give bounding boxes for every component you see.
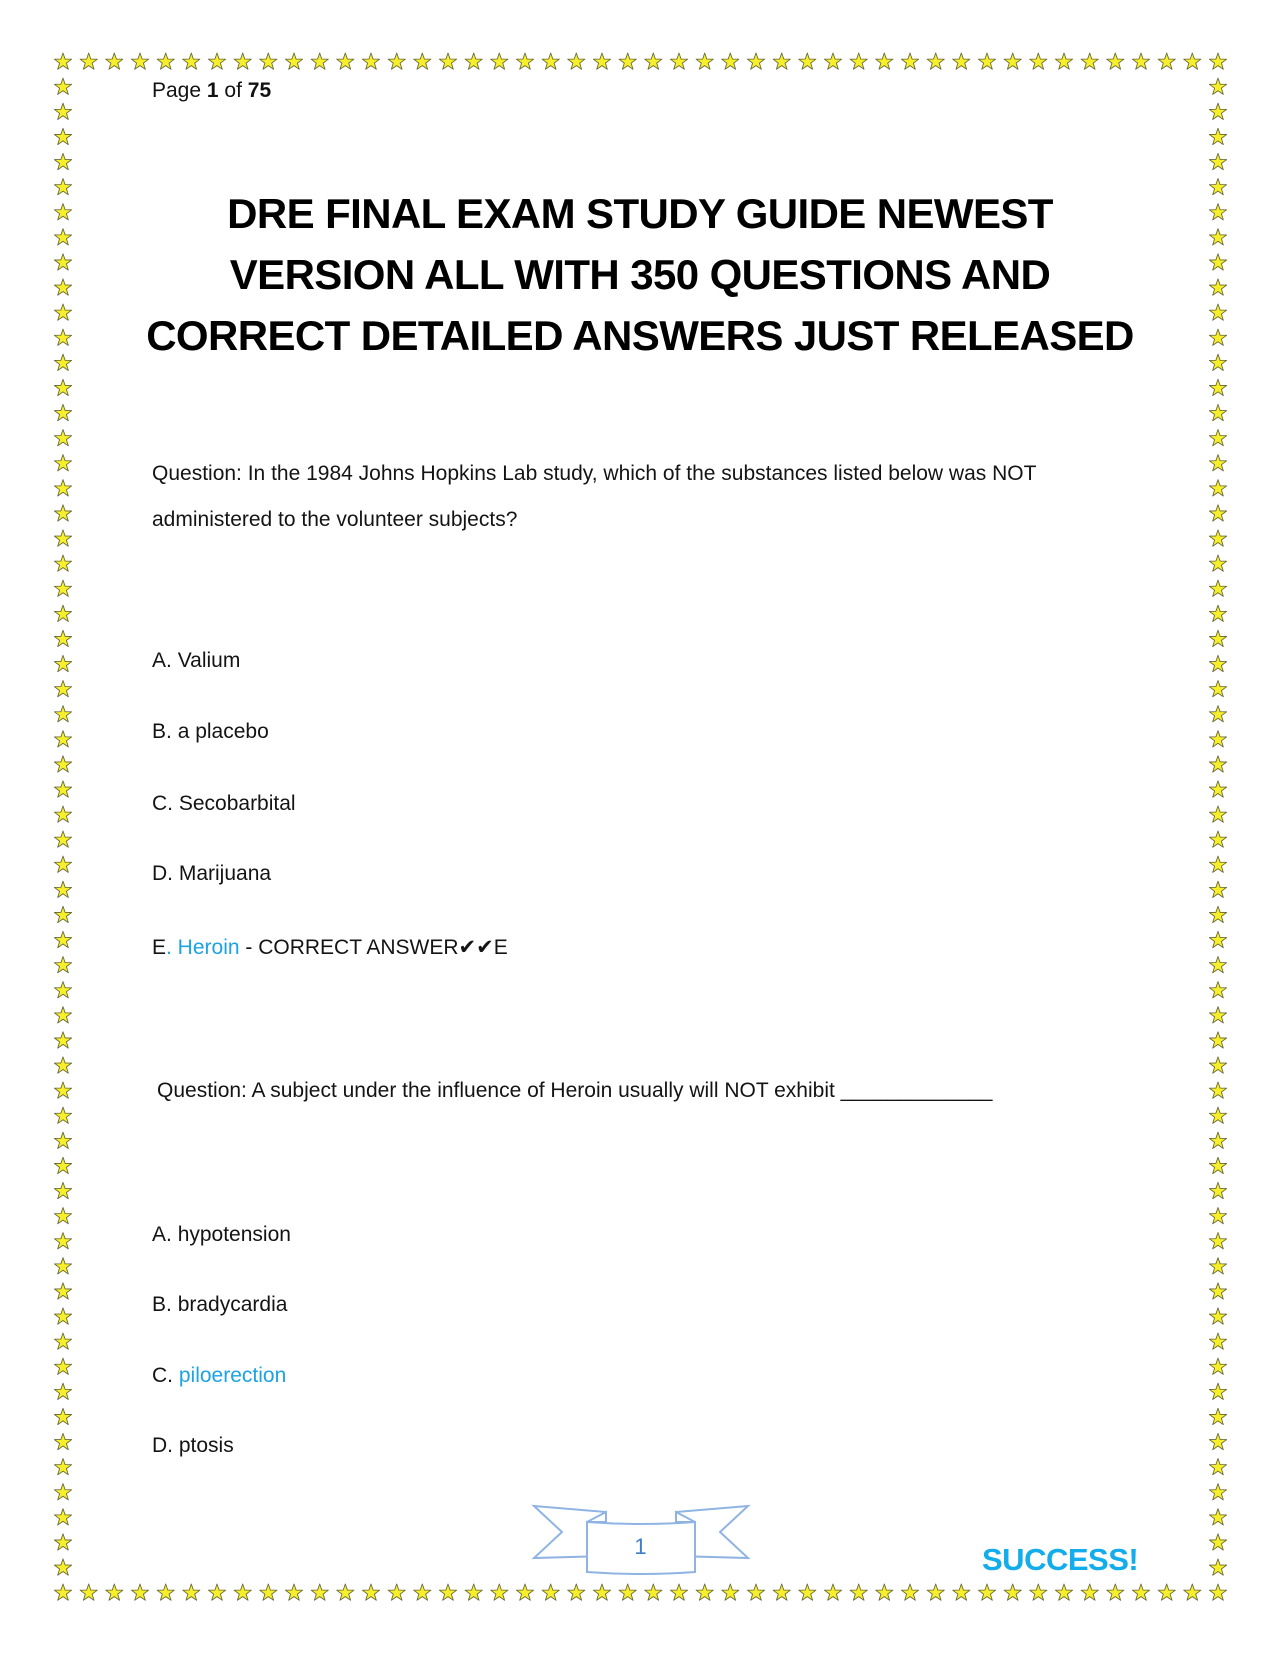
star-icon xyxy=(1209,681,1226,697)
star-icon xyxy=(106,53,123,69)
option-letter: B. xyxy=(152,1293,172,1316)
star-icon xyxy=(799,53,816,69)
star-icon xyxy=(1209,982,1226,998)
star-icon xyxy=(1184,1584,1201,1600)
star-icon xyxy=(54,1534,71,1550)
star-icon xyxy=(1132,53,1149,69)
star-icon xyxy=(54,605,71,621)
star-icon xyxy=(1209,1107,1226,1123)
question-1-option-a xyxy=(152,650,240,671)
star-icon xyxy=(1209,153,1226,169)
star-icon xyxy=(54,957,71,973)
star-icon xyxy=(1209,254,1226,270)
option-text: Valium xyxy=(177,649,241,672)
star-icon xyxy=(1107,53,1124,69)
star-icon xyxy=(54,1182,71,1198)
star-icon xyxy=(1209,505,1226,521)
star-icon xyxy=(645,1584,662,1600)
question-1-text-line-1: Question: In the 1984 Johns Hopkins Lab study, which of the substances listed below was NOT xyxy=(152,462,1037,485)
star-icon xyxy=(1184,53,1201,69)
question-1-option-b xyxy=(152,721,269,742)
star-icon xyxy=(568,1584,585,1600)
star-icon xyxy=(1055,1584,1072,1600)
star-icon xyxy=(414,53,431,69)
star-icon xyxy=(619,53,636,69)
option-text: ptosis xyxy=(178,1434,234,1457)
star-icon xyxy=(1209,781,1226,797)
star-icon xyxy=(1209,404,1226,420)
star-icon xyxy=(54,1459,71,1475)
star-icon xyxy=(388,53,405,69)
highlighted-answer: piloerection xyxy=(178,1364,287,1387)
star-icon xyxy=(54,1233,71,1249)
star-icon xyxy=(1158,53,1175,69)
star-icon xyxy=(54,806,71,822)
star-icon xyxy=(54,103,71,119)
document-title-line-3: CORRECT DETAILED ANSWERS JUST RELEASED xyxy=(146,312,1134,359)
star-icon xyxy=(54,856,71,872)
star-icon xyxy=(54,1157,71,1173)
star-icon xyxy=(54,1358,71,1374)
star-icon xyxy=(54,480,71,496)
star-icon xyxy=(1209,630,1226,646)
star-icon xyxy=(54,78,71,94)
option-text: Secobarbital xyxy=(178,792,296,815)
star-icon xyxy=(362,53,379,69)
star-icon xyxy=(1209,881,1226,897)
star-icon xyxy=(593,53,610,69)
star-icon xyxy=(516,53,533,69)
star-icon xyxy=(1004,53,1021,69)
star-icon xyxy=(927,53,944,69)
star-icon xyxy=(619,1584,636,1600)
star-icon xyxy=(1209,756,1226,772)
star-icon xyxy=(337,1584,354,1600)
star-icon xyxy=(465,53,482,69)
star-icon xyxy=(1209,1459,1226,1475)
star-icon xyxy=(54,304,71,320)
star-icon xyxy=(1209,1484,1226,1500)
star-icon xyxy=(1081,53,1098,69)
star-icon xyxy=(285,53,302,69)
star-icon xyxy=(54,1509,71,1525)
star-icon xyxy=(1209,455,1226,471)
star-icon xyxy=(1209,530,1226,546)
star-icon xyxy=(978,1584,995,1600)
star-icon xyxy=(1209,204,1226,220)
star-icon xyxy=(54,354,71,370)
star-icon xyxy=(747,1584,764,1600)
page-counter xyxy=(152,80,271,101)
question-2-option-d xyxy=(152,1435,234,1456)
star-icon xyxy=(54,1408,71,1424)
star-icon xyxy=(234,1584,251,1600)
star-icon xyxy=(54,982,71,998)
star-icon xyxy=(824,53,841,69)
star-icon xyxy=(337,53,354,69)
star-icon xyxy=(1209,1584,1226,1600)
star-icon xyxy=(1209,78,1226,94)
question-1-option-c xyxy=(152,793,296,814)
star-icon xyxy=(670,1584,687,1600)
star-icon xyxy=(362,1584,379,1600)
star-icon xyxy=(1209,304,1226,320)
star-icon xyxy=(1209,53,1226,69)
star-icon xyxy=(54,630,71,646)
star-icon xyxy=(54,430,71,446)
star-icon xyxy=(1030,1584,1047,1600)
star-icon xyxy=(54,1132,71,1148)
question-2-option-b xyxy=(152,1294,287,1315)
star-icon xyxy=(54,128,71,144)
star-icon xyxy=(953,1584,970,1600)
star-icon xyxy=(1107,1584,1124,1600)
star-icon xyxy=(54,329,71,345)
question-1-text-line-2: administered to the volunteer subjects? xyxy=(152,508,518,531)
star-icon xyxy=(1209,731,1226,747)
option-letter: A. xyxy=(152,1223,172,1246)
star-icon xyxy=(54,906,71,922)
star-icon xyxy=(1209,179,1226,195)
star-icon xyxy=(850,53,867,69)
question-2-option-a xyxy=(152,1224,291,1245)
footer-page-number: 1 xyxy=(634,1534,647,1559)
star-icon xyxy=(54,153,71,169)
option-letter: D. xyxy=(152,862,173,885)
star-icon xyxy=(54,1258,71,1274)
star-icon xyxy=(54,881,71,897)
star-icon xyxy=(54,279,71,295)
star-icon xyxy=(1055,53,1072,69)
star-icon xyxy=(1209,1433,1226,1449)
star-icon xyxy=(1209,128,1226,144)
star-icon xyxy=(54,1433,71,1449)
star-icon xyxy=(183,1584,200,1600)
star-icon xyxy=(54,756,71,772)
star-icon xyxy=(54,1333,71,1349)
total-pages: 75 xyxy=(247,79,272,102)
star-icon xyxy=(1209,1283,1226,1299)
star-icon xyxy=(1209,1208,1226,1224)
star-icon xyxy=(157,1584,174,1600)
page-word: Page xyxy=(152,79,202,102)
option-letter: D. xyxy=(152,1434,173,1457)
star-icon xyxy=(1158,1584,1175,1600)
star-icon xyxy=(208,53,225,69)
star-icon xyxy=(439,53,456,69)
star-icon xyxy=(1030,53,1047,69)
star-icon xyxy=(54,831,71,847)
star-icon xyxy=(568,53,585,69)
star-icon xyxy=(799,1584,816,1600)
star-icon xyxy=(901,53,918,69)
star-icon xyxy=(1081,1584,1098,1600)
star-icon xyxy=(901,1584,918,1600)
star-icon xyxy=(1209,279,1226,295)
star-icon xyxy=(54,1584,71,1600)
option-letter: E xyxy=(152,936,167,959)
star-icon xyxy=(953,53,970,69)
star-icon xyxy=(1209,103,1226,119)
star-icon xyxy=(285,1584,302,1600)
star-icon xyxy=(54,1208,71,1224)
star-icon xyxy=(54,530,71,546)
option-letter: C. xyxy=(152,1364,173,1387)
star-icon xyxy=(54,1032,71,1048)
success-label: SUCCESS! xyxy=(982,1542,1139,1577)
star-icon xyxy=(54,204,71,220)
star-icon xyxy=(54,379,71,395)
star-icon xyxy=(696,1584,713,1600)
star-icon xyxy=(106,1584,123,1600)
star-icon xyxy=(1209,379,1226,395)
star-icon xyxy=(773,1584,790,1600)
star-icon xyxy=(773,53,790,69)
star-icon xyxy=(1209,655,1226,671)
star-icon xyxy=(542,53,559,69)
star-icon xyxy=(311,1584,328,1600)
star-icon xyxy=(593,1584,610,1600)
star-icon xyxy=(54,1308,71,1324)
star-icon xyxy=(1209,1534,1226,1550)
star-icon xyxy=(1209,329,1226,345)
star-icon xyxy=(1209,1057,1226,1073)
star-icon xyxy=(516,1584,533,1600)
star-icon xyxy=(54,931,71,947)
star-icon xyxy=(1209,1559,1226,1575)
option-text: hypotension xyxy=(177,1223,291,1246)
star-icon xyxy=(54,1559,71,1575)
star-icon xyxy=(54,455,71,471)
star-icon xyxy=(54,1484,71,1500)
star-icon xyxy=(1209,931,1226,947)
star-icon xyxy=(54,1283,71,1299)
star-icon xyxy=(542,1584,559,1600)
option-letter: A. xyxy=(152,649,172,672)
star-icon xyxy=(645,53,662,69)
document-title-line-2: VERSION ALL WITH 350 QUESTIONS AND xyxy=(229,251,1051,298)
star-icon xyxy=(54,254,71,270)
star-icon xyxy=(388,1584,405,1600)
star-icon xyxy=(1209,1182,1226,1198)
star-icon xyxy=(414,1584,431,1600)
star-icon xyxy=(1209,1308,1226,1324)
star-icon xyxy=(670,53,687,69)
highlighted-answer: . Heroin xyxy=(166,936,240,959)
star-icon xyxy=(54,781,71,797)
star-icon xyxy=(54,404,71,420)
star-icon xyxy=(80,1584,97,1600)
star-icon xyxy=(1209,555,1226,571)
option-text: Marijuana xyxy=(178,862,272,885)
star-icon xyxy=(131,53,148,69)
star-icon xyxy=(1209,1233,1226,1249)
star-icon xyxy=(1209,1358,1226,1374)
star-icon xyxy=(491,1584,508,1600)
star-icon xyxy=(978,53,995,69)
star-icon xyxy=(824,1584,841,1600)
star-icon xyxy=(1209,1258,1226,1274)
star-icon xyxy=(54,706,71,722)
question-2-text: Question: A subject under the influence of Heroin usually will NOT exhibit _____________ xyxy=(157,1079,993,1102)
star-icon xyxy=(1209,957,1226,973)
star-icon xyxy=(439,1584,456,1600)
star-icon xyxy=(876,53,893,69)
star-icon xyxy=(722,1584,739,1600)
star-icon xyxy=(54,1057,71,1073)
star-icon xyxy=(1209,1007,1226,1023)
star-icon xyxy=(747,53,764,69)
question-1-option-e-correct xyxy=(152,937,508,958)
star-icon xyxy=(1209,480,1226,496)
star-icon xyxy=(1209,1132,1226,1148)
star-icon xyxy=(876,1584,893,1600)
star-icon xyxy=(54,580,71,596)
star-icon xyxy=(1209,831,1226,847)
star-icon xyxy=(696,53,713,69)
star-icon xyxy=(234,53,251,69)
star-icon xyxy=(54,1107,71,1123)
star-icon xyxy=(1209,1082,1226,1098)
star-icon xyxy=(208,1584,225,1600)
star-icon xyxy=(157,53,174,69)
star-icon xyxy=(183,53,200,69)
current-page: 1 xyxy=(206,79,219,102)
star-icon xyxy=(260,1584,277,1600)
question-1-option-d xyxy=(152,863,271,884)
star-icon xyxy=(1209,580,1226,596)
star-icon xyxy=(54,505,71,521)
star-icon xyxy=(260,53,277,69)
option-letter: B. xyxy=(152,720,172,743)
star-icon xyxy=(1209,1157,1226,1173)
star-icon xyxy=(491,53,508,69)
star-icon xyxy=(1209,354,1226,370)
question-2-option-c xyxy=(152,1365,286,1386)
correct-answer-label: - CORRECT ANSWER✔✔E xyxy=(239,936,508,959)
star-icon xyxy=(54,1007,71,1023)
star-icon xyxy=(1209,1383,1226,1399)
star-icon xyxy=(54,179,71,195)
star-icon xyxy=(1209,605,1226,621)
star-icon xyxy=(1209,1032,1226,1048)
star-icon xyxy=(54,53,71,69)
star-icon xyxy=(80,53,97,69)
star-icon xyxy=(1132,1584,1149,1600)
document-title-line-1: DRE FINAL EXAM STUDY GUIDE NEWEST xyxy=(227,190,1053,237)
star-icon xyxy=(1209,856,1226,872)
option-letter: C. xyxy=(152,792,173,815)
star-icon xyxy=(54,1082,71,1098)
star-icon xyxy=(311,53,328,69)
star-icon xyxy=(465,1584,482,1600)
option-text: bradycardia xyxy=(177,1293,288,1316)
star-icon xyxy=(54,731,71,747)
star-icon xyxy=(1209,806,1226,822)
star-icon xyxy=(1209,1408,1226,1424)
star-icon xyxy=(1209,706,1226,722)
star-icon xyxy=(54,1383,71,1399)
of-word: of xyxy=(224,79,242,102)
star-icon xyxy=(1004,1584,1021,1600)
star-icon xyxy=(131,1584,148,1600)
star-icon xyxy=(1209,1509,1226,1525)
star-icon xyxy=(1209,1333,1226,1349)
star-icon xyxy=(54,681,71,697)
star-icon xyxy=(1209,229,1226,245)
star-icon xyxy=(927,1584,944,1600)
star-icon xyxy=(54,555,71,571)
option-text: a placebo xyxy=(177,720,269,743)
star-icon xyxy=(54,229,71,245)
star-icon xyxy=(1209,430,1226,446)
star-icon xyxy=(54,655,71,671)
star-icon xyxy=(850,1584,867,1600)
star-icon xyxy=(722,53,739,69)
star-icon xyxy=(1209,906,1226,922)
